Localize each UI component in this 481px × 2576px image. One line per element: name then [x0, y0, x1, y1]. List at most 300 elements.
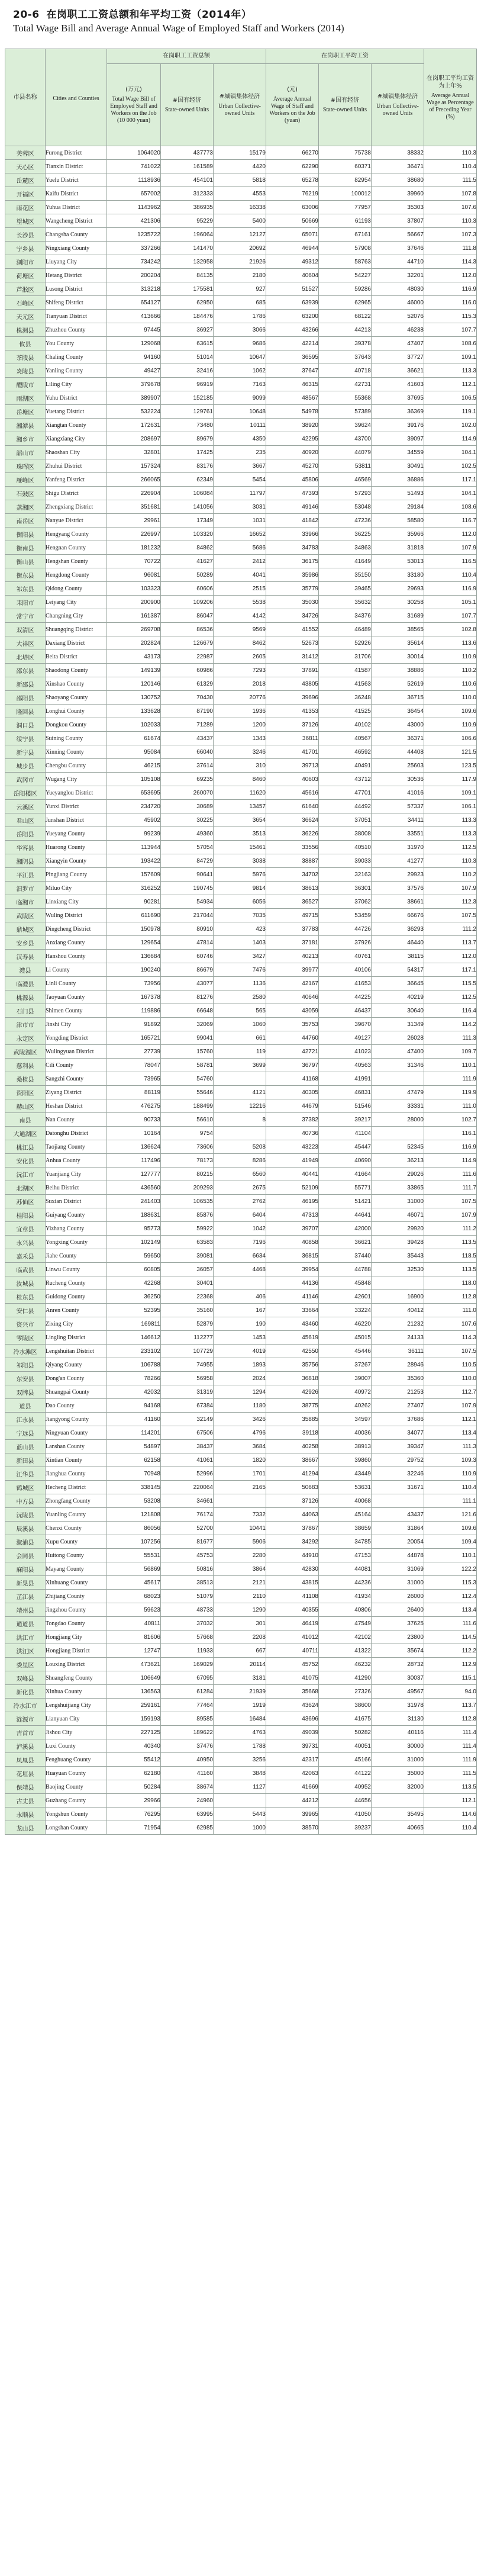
ratio-cell: 107.7	[424, 609, 477, 623]
table-row	[5, 1290, 477, 1304]
avg-wage-cell: 47313	[266, 1208, 319, 1222]
table-row	[5, 296, 477, 310]
header-avg-collective: #城镇集体经济 Urban Collective-owned Units	[372, 64, 424, 146]
avg-wage-cell: 41842	[266, 514, 319, 528]
total-state-cell: 106084	[161, 487, 214, 500]
avg-collective-cell: 51493	[372, 487, 424, 500]
region-name-cn: 永顺县	[5, 1808, 46, 1821]
avg-collective-cell	[372, 1794, 424, 1808]
ratio-cell: 119.9	[424, 1086, 477, 1099]
avg-wage-cell: 38667	[266, 1453, 319, 1467]
avg-wage-cell: 63939	[266, 296, 319, 310]
region-name-cn: 桃江县	[5, 1140, 46, 1154]
total-state-cell: 35160	[161, 1304, 214, 1317]
total-wage-cell: 121808	[107, 1508, 161, 1522]
region-name-en: Tianxin District	[46, 160, 107, 173]
total-collective-cell: 7332	[214, 1508, 266, 1522]
avg-collective-cell: 36454	[372, 705, 424, 718]
ratio-cell: 108.6	[424, 337, 477, 350]
region-name-cn: 资兴市	[5, 1317, 46, 1331]
total-wage-cell: 41160	[107, 1413, 161, 1426]
avg-wage-cell: 38613	[266, 882, 319, 895]
avg-state-cell: 41649	[319, 555, 372, 568]
total-state-cell: 30401	[161, 1276, 214, 1290]
region-name-en: Hanshou County	[46, 950, 107, 963]
total-wage-cell: 102149	[107, 1236, 161, 1249]
total-wage-cell: 99239	[107, 827, 161, 841]
total-wage-cell: 233102	[107, 1345, 161, 1358]
avg-state-cell: 39624	[319, 419, 372, 432]
avg-wage-cell: 38887	[266, 854, 319, 868]
total-collective-cell: 3427	[214, 950, 266, 963]
region-name-cn: 安乡县	[5, 936, 46, 950]
total-collective-cell: 2121	[214, 1576, 266, 1590]
region-name-en: Pingjiang County	[46, 868, 107, 882]
region-name-cn: 零陵区	[5, 1331, 46, 1345]
region-name-cn: 芷江县	[5, 1590, 46, 1603]
table-row	[5, 1195, 477, 1208]
ratio-cell: 116.9	[424, 582, 477, 596]
avg-state-cell: 55368	[319, 391, 372, 405]
region-name-cn: 鼎城区	[5, 922, 46, 936]
avg-state-cell: 68122	[319, 310, 372, 323]
total-wage-cell: 129068	[107, 337, 161, 350]
avg-collective-cell: 53013	[372, 555, 424, 568]
avg-state-cell: 45447	[319, 1140, 372, 1154]
total-collective-cell: 1788	[214, 1739, 266, 1753]
table-row	[5, 895, 477, 909]
ratio-cell: 112.0	[424, 950, 477, 963]
header-total-collective: #城镇集体经济 Urban Collective-owned Units	[214, 64, 266, 146]
table-row	[5, 310, 477, 323]
ratio-cell: 110.2	[424, 664, 477, 677]
total-state-cell: 30225	[161, 813, 214, 827]
ratio-cell: 115.3	[424, 310, 477, 323]
total-collective-cell: 2412	[214, 555, 266, 568]
avg-collective-cell: 43000	[372, 718, 424, 732]
total-state-cell: 141470	[161, 242, 214, 255]
total-state-cell: 51014	[161, 350, 214, 364]
header-region-en: Cities and Counties	[46, 49, 107, 146]
total-collective-cell: 1786	[214, 310, 266, 323]
table-row	[5, 650, 477, 664]
total-wage-cell: 136624	[107, 1140, 161, 1154]
region-name-cn: 望城区	[5, 214, 46, 228]
total-state-cell: 52700	[161, 1522, 214, 1535]
total-state-cell: 55646	[161, 1086, 214, 1099]
total-wage-cell: 32801	[107, 446, 161, 459]
avg-wage-cell: 46419	[266, 1617, 319, 1630]
avg-wage-cell: 40258	[266, 1440, 319, 1453]
total-state-cell: 132958	[161, 255, 214, 269]
total-wage-cell: 29961	[107, 514, 161, 528]
total-collective-cell: 423	[214, 922, 266, 936]
ratio-cell: 115.3	[424, 1576, 477, 1590]
total-collective-cell	[214, 1072, 266, 1086]
wage-table	[5, 49, 477, 1835]
avg-wage-cell: 41294	[266, 1467, 319, 1481]
table-row	[5, 609, 477, 623]
ratio-cell: 110.5	[424, 1358, 477, 1372]
header-group-avg: 在岗职工平均工资	[266, 49, 424, 64]
avg-wage-cell: 41353	[266, 705, 319, 718]
total-state-cell: 62349	[161, 473, 214, 487]
region-name-en: Jianghua County	[46, 1467, 107, 1481]
avg-state-cell: 36225	[319, 528, 372, 541]
total-wage-cell: 389907	[107, 391, 161, 405]
avg-state-cell: 34863	[319, 541, 372, 555]
avg-state-cell: 45848	[319, 1276, 372, 1290]
total-state-cell: 161589	[161, 160, 214, 173]
avg-state-cell: 77957	[319, 201, 372, 214]
avg-wage-cell: 43805	[266, 677, 319, 691]
total-state-cell: 41627	[161, 555, 214, 568]
total-collective-cell: 6056	[214, 895, 266, 909]
table-row	[5, 282, 477, 296]
region-name-cn: 汉寿县	[5, 950, 46, 963]
avg-collective-cell: 20054	[372, 1535, 424, 1549]
region-name-cn: 嘉禾县	[5, 1249, 46, 1263]
ratio-cell: 118.0	[424, 1276, 477, 1290]
avg-state-cell: 40491	[319, 759, 372, 773]
total-wage-cell: 159193	[107, 1712, 161, 1726]
avg-wage-cell: 36811	[266, 732, 319, 745]
total-state-cell: 437773	[161, 146, 214, 160]
region-name-cn: 石峰区	[5, 296, 46, 310]
avg-wage-cell: 35030	[266, 596, 319, 609]
total-collective-cell: 8	[214, 1113, 266, 1127]
table-row	[5, 691, 477, 705]
avg-collective-cell: 26028	[372, 1031, 424, 1045]
total-collective-cell: 7163	[214, 378, 266, 391]
region-name-en: Shuangqing District	[46, 623, 107, 636]
region-name-cn: 津市市	[5, 1018, 46, 1031]
total-collective-cell: 21939	[214, 1685, 266, 1699]
table-row	[5, 623, 477, 636]
table-row	[5, 378, 477, 391]
avg-wage-cell: 63006	[266, 201, 319, 214]
region-name-en: Jiahe County	[46, 1249, 107, 1263]
total-collective-cell: 3699	[214, 1059, 266, 1072]
total-state-cell: 17425	[161, 446, 214, 459]
table-row	[5, 514, 477, 528]
table-row	[5, 1808, 477, 1821]
avg-state-cell: 39007	[319, 1372, 372, 1385]
avg-wage-cell: 42214	[266, 337, 319, 350]
ratio-cell: 111.2	[424, 1222, 477, 1236]
total-state-cell: 34661	[161, 1494, 214, 1508]
avg-collective-cell: 28946	[372, 1358, 424, 1372]
total-collective-cell: 6404	[214, 1208, 266, 1222]
total-wage-cell: 136684	[107, 950, 161, 963]
total-wage-cell: 70948	[107, 1467, 161, 1481]
avg-collective-cell: 40116	[372, 1726, 424, 1739]
region-name-cn: 双清区	[5, 623, 46, 636]
region-name-cn: 桃源县	[5, 990, 46, 1004]
ratio-cell: 109.4	[424, 1535, 477, 1549]
total-collective-cell	[214, 1127, 266, 1140]
total-collective-cell: 406	[214, 1290, 266, 1304]
region-name-en: Ningyuan County	[46, 1426, 107, 1440]
total-state-cell: 48733	[161, 1603, 214, 1617]
avg-wage-cell: 39696	[266, 691, 319, 705]
table-row	[5, 555, 477, 568]
region-name-cn: 花垣县	[5, 1767, 46, 1780]
ratio-cell: 111.4	[424, 1726, 477, 1739]
total-state-cell: 45753	[161, 1549, 214, 1562]
region-name-cn: 永定区	[5, 1031, 46, 1045]
avg-wage-cell: 43266	[266, 323, 319, 337]
total-state-cell: 38513	[161, 1576, 214, 1590]
ratio-cell: 110.4	[424, 1821, 477, 1835]
table-title-en: Total Wage Bill and Average Annual Wage of Employed Staff and Workers (2014)	[13, 22, 344, 34]
avg-state-cell: 49127	[319, 1031, 372, 1045]
total-wage-cell: 127777	[107, 1168, 161, 1181]
total-collective-cell: 13457	[214, 800, 266, 813]
region-name-cn: 临武县	[5, 1263, 46, 1276]
avg-state-cell: 44213	[319, 323, 372, 337]
avg-state-cell: 39670	[319, 1018, 372, 1031]
total-wage-cell: 351681	[107, 500, 161, 514]
avg-state-cell: 44492	[319, 800, 372, 813]
ratio-cell: 112.5	[424, 841, 477, 854]
total-state-cell: 37476	[161, 1739, 214, 1753]
avg-state-cell: 51546	[319, 1099, 372, 1113]
region-name-cn: 临湘市	[5, 895, 46, 909]
ratio-cell: 110.6	[424, 677, 477, 691]
avg-wage-cell: 37382	[266, 1113, 319, 1127]
avg-collective-cell: 36715	[372, 691, 424, 705]
ratio-cell: 116.9	[424, 282, 477, 296]
avg-wage-cell: 41012	[266, 1630, 319, 1644]
avg-collective-cell: 44710	[372, 255, 424, 269]
total-wage-cell: 167378	[107, 990, 161, 1004]
avg-collective-cell: 35495	[372, 1808, 424, 1821]
ratio-cell: 110.4	[424, 568, 477, 582]
avg-wage-cell: 38570	[266, 1821, 319, 1835]
avg-wage-cell: 41552	[266, 623, 319, 636]
table-row	[5, 1018, 477, 1031]
total-wage-cell: 40340	[107, 1739, 161, 1753]
ratio-cell: 111.0	[424, 1099, 477, 1113]
total-wage-cell: 88119	[107, 1086, 161, 1099]
region-name-cn: 攸县	[5, 337, 46, 350]
avg-state-cell: 46831	[319, 1086, 372, 1099]
total-collective-cell: 3246	[214, 745, 266, 759]
avg-collective-cell	[372, 1276, 424, 1290]
region-name-en: Dingcheng District	[46, 922, 107, 936]
total-wage-cell: 62158	[107, 1453, 161, 1467]
total-state-cell: 84862	[161, 541, 214, 555]
total-wage-cell: 172631	[107, 419, 161, 432]
table-row	[5, 827, 477, 841]
avg-collective-cell: 31671	[372, 1481, 424, 1494]
avg-collective-cell: 31346	[372, 1059, 424, 1072]
avg-collective-cell: 37727	[372, 350, 424, 364]
region-name-en: Lengshuitan District	[46, 1345, 107, 1358]
avg-state-cell: 44641	[319, 1208, 372, 1222]
avg-collective-cell: 49567	[372, 1685, 424, 1699]
table-body	[5, 146, 477, 1835]
total-collective-cell: 7293	[214, 664, 266, 677]
region-name-en: Hongjiang District	[46, 1644, 107, 1658]
ratio-cell: 112.9	[424, 1658, 477, 1671]
avg-collective-cell: 33865	[372, 1181, 424, 1195]
avg-wage-cell: 41075	[266, 1671, 319, 1685]
total-wage-cell: 421306	[107, 214, 161, 228]
total-collective-cell: 4041	[214, 568, 266, 582]
ratio-cell: 110.2	[424, 868, 477, 882]
table-row	[5, 664, 477, 677]
total-wage-cell: 42032	[107, 1385, 161, 1399]
ratio-cell: 112.0	[424, 269, 477, 282]
avg-state-cell: 41991	[319, 1072, 372, 1086]
total-wage-cell: 1143962	[107, 201, 161, 214]
total-collective-cell: 4796	[214, 1426, 266, 1440]
total-wage-cell: 227125	[107, 1726, 161, 1739]
region-name-cn: 通道县	[5, 1617, 46, 1630]
total-state-cell: 196064	[161, 228, 214, 242]
avg-wage-cell: 34726	[266, 609, 319, 623]
avg-state-cell: 41675	[319, 1712, 372, 1726]
total-state-cell: 85876	[161, 1208, 214, 1222]
ratio-cell: 114.5	[424, 1630, 477, 1644]
avg-wage-cell: 36815	[266, 1249, 319, 1263]
total-state-cell: 37614	[161, 759, 214, 773]
total-collective-cell: 685	[214, 296, 266, 310]
total-state-cell: 86679	[161, 963, 214, 977]
avg-state-cell: 41322	[319, 1644, 372, 1658]
total-wage-cell: 338145	[107, 1481, 161, 1494]
avg-collective-cell: 46238	[372, 323, 424, 337]
table-row	[5, 1372, 477, 1385]
total-state-cell: 81677	[161, 1535, 214, 1549]
table-row	[5, 228, 477, 242]
table-row	[5, 1508, 477, 1522]
avg-wage-cell: 36527	[266, 895, 319, 909]
avg-state-cell: 32163	[319, 868, 372, 882]
avg-collective-cell: 35303	[372, 201, 424, 214]
total-wage-cell: 129654	[107, 936, 161, 950]
avg-wage-cell: 48567	[266, 391, 319, 405]
total-state-cell: 107729	[161, 1345, 214, 1358]
ratio-cell: 110.0	[424, 1372, 477, 1385]
total-collective-cell: 3426	[214, 1413, 266, 1426]
total-collective-cell: 4763	[214, 1726, 266, 1739]
total-state-cell: 61329	[161, 677, 214, 691]
ratio-cell: 113.3	[424, 364, 477, 378]
total-collective-cell: 927	[214, 282, 266, 296]
region-name-en: Junshan District	[46, 813, 107, 827]
avg-wage-cell: 33966	[266, 528, 319, 541]
region-name-cn: 湘乡市	[5, 432, 46, 446]
total-wage-cell: 62180	[107, 1767, 161, 1780]
region-name-en: Fenghuang County	[46, 1753, 107, 1767]
total-wage-cell: 234720	[107, 800, 161, 813]
table-row	[5, 1658, 477, 1671]
avg-collective-cell: 30037	[372, 1671, 424, 1685]
region-name-cn: 靖州县	[5, 1603, 46, 1617]
avg-state-cell: 42601	[319, 1290, 372, 1304]
header-ratio-en: Average Annual Wage as Percentage of Preceding Year (%)	[427, 92, 474, 120]
total-state-cell: 22368	[161, 1290, 214, 1304]
total-collective-cell: 5906	[214, 1535, 266, 1549]
region-name-en: Zhijiang County	[46, 1590, 107, 1603]
region-name-en: Yanling County	[46, 364, 107, 378]
table-row	[5, 1140, 477, 1154]
table-row	[5, 528, 477, 541]
table-row	[5, 1208, 477, 1222]
ratio-cell: 117.9	[424, 773, 477, 786]
total-collective-cell: 5538	[214, 596, 266, 609]
total-wage-cell: 266065	[107, 473, 161, 487]
ratio-cell: 114.3	[424, 255, 477, 269]
region-name-cn: 石鼓区	[5, 487, 46, 500]
total-state-cell: 57054	[161, 841, 214, 854]
region-name-en: Xiangyin County	[46, 854, 107, 868]
total-state-cell: 106535	[161, 1195, 214, 1208]
avg-collective-cell: 37695	[372, 391, 424, 405]
total-wage-cell: 102033	[107, 718, 161, 732]
total-collective-cell: 2018	[214, 677, 266, 691]
table-row	[5, 487, 477, 500]
avg-collective-cell: 40412	[372, 1304, 424, 1317]
total-state-cell: 43437	[161, 732, 214, 745]
avg-collective-cell: 32530	[372, 1263, 424, 1276]
region-name-cn: 雨花区	[5, 201, 46, 214]
region-name-en: Yueyang County	[46, 827, 107, 841]
ratio-cell: 116.0	[424, 296, 477, 310]
avg-state-cell: 39465	[319, 582, 372, 596]
region-name-cn: 茶陵县	[5, 350, 46, 364]
avg-state-cell: 40068	[319, 1494, 372, 1508]
table-row	[5, 977, 477, 990]
ratio-cell: 104.1	[424, 446, 477, 459]
avg-state-cell: 40036	[319, 1426, 372, 1440]
avg-collective-cell: 41603	[372, 378, 424, 391]
region-name-cn: 耒阳市	[5, 596, 46, 609]
total-state-cell: 103320	[161, 528, 214, 541]
avg-state-cell: 44236	[319, 1576, 372, 1590]
ratio-cell: 111.6	[424, 1168, 477, 1181]
total-collective-cell: 5686	[214, 541, 266, 555]
total-collective-cell: 20114	[214, 1658, 266, 1671]
total-wage-cell: 436560	[107, 1181, 161, 1195]
avg-state-cell: 50282	[319, 1726, 372, 1739]
region-name-cn: 涟源市	[5, 1712, 46, 1726]
avg-collective-cell: 21232	[372, 1317, 424, 1331]
total-wage-cell: 149139	[107, 664, 161, 677]
avg-state-cell: 46232	[319, 1658, 372, 1671]
ratio-cell: 105.1	[424, 596, 477, 609]
region-name-en: Sangzhi County	[46, 1072, 107, 1086]
total-state-cell: 312333	[161, 187, 214, 201]
ratio-cell: 110.0	[424, 691, 477, 705]
ratio-cell: 113.5	[424, 1236, 477, 1249]
total-collective-cell: 4420	[214, 160, 266, 173]
total-collective-cell: 5208	[214, 1140, 266, 1154]
region-name-cn: 洪江区	[5, 1644, 46, 1658]
ratio-cell: 112.8	[424, 1712, 477, 1726]
avg-wage-cell: 41949	[266, 1154, 319, 1168]
total-collective-cell: 5818	[214, 173, 266, 187]
avg-state-cell: 38600	[319, 1699, 372, 1712]
total-state-cell: 41061	[161, 1453, 214, 1467]
table-row	[5, 473, 477, 487]
avg-collective-cell: 57337	[372, 800, 424, 813]
total-collective-cell: 1343	[214, 732, 266, 745]
avg-collective-cell: 29920	[372, 1222, 424, 1236]
